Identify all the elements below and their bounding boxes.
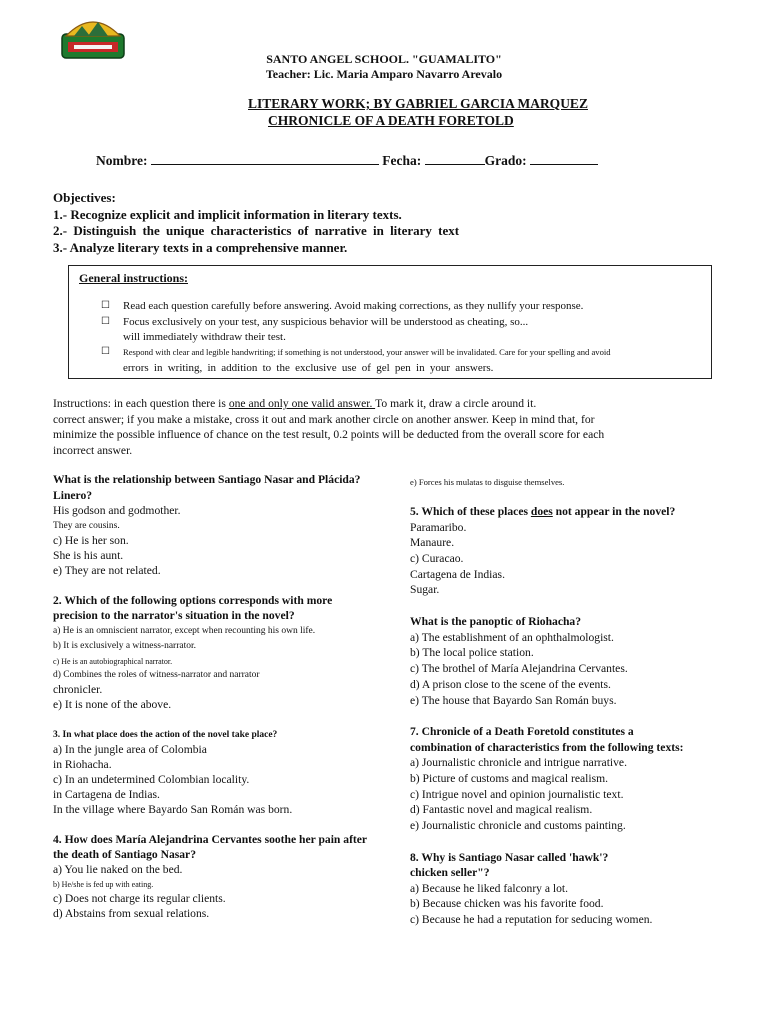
instruction-bullet-continued: errors in writing, in addition to the exclusive use of gel pen in your answers.: [123, 362, 494, 374]
answer-option[interactable]: b) It is exclusively a witness-narrator.: [53, 641, 196, 651]
answer-option[interactable]: e) Forces his mulatas to disguise themselves.: [410, 477, 565, 487]
teacher-name: Teacher: Lic. Maria Amparo Navarro Arevalo: [265, 67, 503, 81]
objective-item: 1.- Recognize explicit and implicit information in literary texts.: [53, 207, 402, 222]
answer-option[interactable]: e) The house that Bayardo San Román buys.: [410, 694, 617, 707]
answer-option[interactable]: They are cousins.: [53, 521, 120, 531]
grado-field[interactable]: [530, 152, 598, 165]
question-4-text: 4. How does María Alejandrina Cervantes soothe her pain after: [53, 833, 368, 846]
answer-option[interactable]: a) The establishment of an ophthalmologist.: [410, 631, 614, 644]
answer-option[interactable]: b) Because chicken was his favorite food.: [410, 897, 604, 910]
answer-option[interactable]: d) Abstains from sexual relations.: [53, 907, 210, 920]
general-instructions-box: [68, 265, 712, 379]
document-subtitle: CHRONICLE OF A DEATH FORETOLD: [268, 113, 514, 128]
right-column: [410, 472, 730, 932]
answer-option[interactable]: c) Does not charge its regular clients.: [53, 892, 226, 905]
question-1-text: Linero?: [53, 489, 93, 502]
instruction-bullet: Respond with clear and legible handwriting; if something is not understood, your answer will be invalidated. Care for your spelling and avoid: [123, 347, 611, 357]
instruction-bullet: Read each question carefully before answering. Avoid making corrections, as they nullify your response.: [123, 300, 584, 312]
question-3-text: 3. In what place does the action of the novel take place?: [53, 730, 278, 740]
question-8-text: chicken seller"?: [410, 866, 490, 879]
answer-option[interactable]: c) He is her son.: [53, 534, 129, 547]
question-5-text: 5. Which of these places does not appear in the novel?: [410, 505, 676, 518]
objective-item: 3.- Analyze literary texts in a comprehensive manner.: [53, 240, 348, 255]
document-title: LITERARY WORK; BY GABRIEL GARCIA MARQUEZ: [248, 96, 588, 111]
answer-option[interactable]: c) Because he had a reputation for seducing women.: [410, 913, 653, 926]
nombre-label: Nombre:: [96, 153, 148, 168]
fecha-label: Fecha:: [382, 153, 422, 168]
answer-option[interactable]: b) He/she is fed up with eating.: [53, 880, 154, 889]
answer-option[interactable]: In the village where Bayardo San Román was born.: [53, 803, 293, 816]
answer-option[interactable]: Sugar.: [410, 583, 440, 596]
checkbox-bullet-icon: ☐: [101, 316, 110, 327]
answer-option[interactable]: in Cartagena de Indias.: [53, 788, 160, 801]
question-2-text: 2. Which of the following options corresponds with more: [53, 594, 333, 607]
answer-option[interactable]: in Riohacha.: [53, 758, 112, 771]
nombre-field[interactable]: [151, 152, 379, 165]
grado-label: Grado:: [484, 153, 527, 168]
answer-option[interactable]: c) Curacao.: [410, 552, 464, 565]
answer-option[interactable]: d) Combines the roles of witness-narrator and narrator: [53, 670, 260, 680]
left-column: [53, 472, 398, 932]
general-instructions-heading: General instructions:: [79, 271, 188, 285]
question-1-text: What is the relationship between Santiago Nasar and Plácida?: [53, 473, 361, 486]
answer-option[interactable]: c) Intrigue novel and opinion journalistic text.: [410, 788, 624, 801]
answer-option-continued: chronicler.: [53, 683, 103, 696]
answer-option[interactable]: e) They are not related.: [53, 564, 161, 577]
answer-option[interactable]: a) You lie naked on the bed.: [53, 863, 183, 876]
answer-option[interactable]: Paramaribo.: [410, 521, 467, 534]
answer-option[interactable]: c) He is an autobiographical narrator.: [53, 657, 173, 666]
answer-option[interactable]: d) Fantastic novel and magical realism.: [410, 803, 593, 816]
answer-option[interactable]: e) Journalistic chronicle and customs painting.: [410, 819, 626, 832]
test-instructions: Instructions: in each question there is one and only one valid answer. To mark it, draw a circle around it. correct answer; if you make a mistake, cross it out and mark another circle on another answer. Keep in mind that, for minimize the possible influence of chance on the test result, 0.2 points will be deducted from the overall score for each incorrect answer.: [53, 397, 605, 457]
objective-item: 2.- Distinguish the unique characteristics of narrative in literary text: [53, 223, 460, 238]
student-fields: [96, 152, 598, 169]
question-7-text: 7. Chronicle of a Death Foretold constitutes a: [410, 725, 634, 738]
question-4-text: the death of Santiago Nasar?: [53, 848, 196, 861]
answer-option[interactable]: a) Journalistic chronicle and intrigue narrative.: [410, 756, 627, 769]
objectives-heading: Objectives:: [53, 190, 116, 205]
checkbox-bullet-icon: ☐: [101, 346, 110, 357]
answer-option[interactable]: e) It is none of the above.: [53, 698, 172, 711]
checkbox-bullet-icon: ☐: [101, 300, 110, 311]
answer-option[interactable]: a) He is an omniscient narrator, except when recounting his own life.: [53, 626, 316, 636]
question-8-text: 8. Why is Santiago Nasar called 'hawk'?: [410, 851, 609, 864]
fecha-field[interactable]: [425, 152, 485, 165]
question-2-text: precision to the narrator's situation in the novel?: [53, 609, 295, 622]
answer-option[interactable]: b) Picture of customs and magical realism.: [410, 772, 609, 785]
question-7-text: combination of characteristics from the following texts:: [410, 741, 684, 754]
answer-option[interactable]: c) In an undetermined Colombian locality.: [53, 773, 250, 786]
answer-option[interactable]: Manaure.: [410, 536, 455, 549]
answer-option[interactable]: b) The local police station.: [410, 646, 534, 659]
answer-option[interactable]: a) Because he liked falconry a lot.: [410, 882, 569, 895]
answer-option[interactable]: Cartagena de Indias.: [410, 568, 505, 581]
answer-option[interactable]: d) A prison close to the scene of the events.: [410, 678, 611, 691]
instruction-bullet-continued: will immediately withdraw their test.: [123, 331, 286, 343]
question-6-text: What is the panoptic of Riohacha?: [410, 615, 582, 628]
school-name: SANTO ANGEL SCHOOL. "GUAMALITO": [266, 52, 502, 66]
answer-option[interactable]: c) The brothel of María Alejandrina Cervantes.: [410, 662, 628, 675]
answer-option[interactable]: His godson and godmother.: [53, 504, 181, 517]
answer-option[interactable]: a) In the jungle area of Colombia: [53, 743, 207, 756]
instruction-bullet: Focus exclusively on your test, any suspicious behavior will be understood as cheating, so...: [123, 316, 529, 328]
answer-option[interactable]: She is his aunt.: [53, 549, 124, 562]
